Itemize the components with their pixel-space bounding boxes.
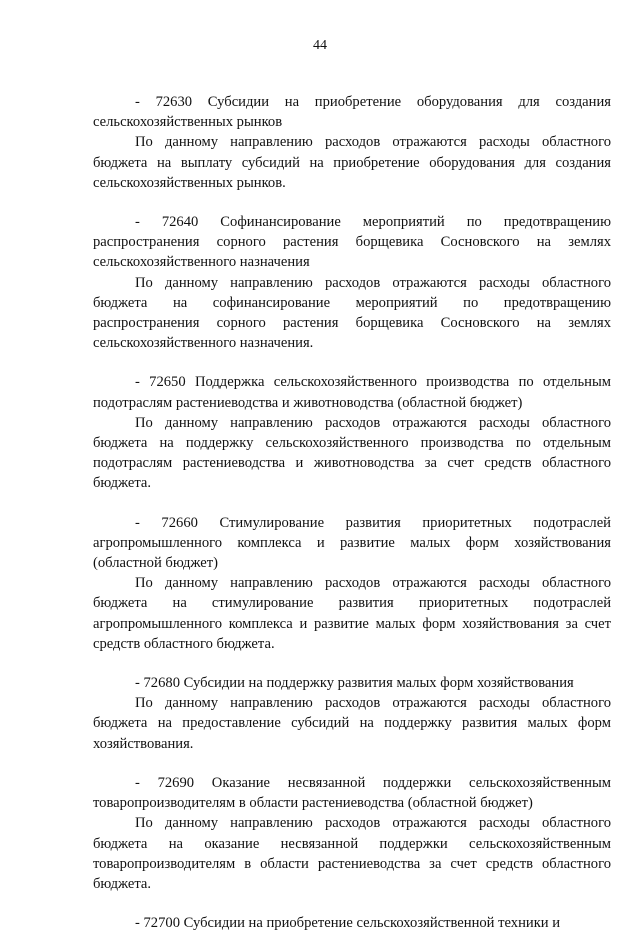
entry-heading: - 72650 Поддержка сельскохозяйственного производства по отдельным подотраслям растениеводства и животноводства (областной бюджет)	[93, 374, 611, 411]
entry-description: По данному направлению расходов отражаются расходы областного бюджета на предоставление субсидий на поддержку развития малых форм хозяйствования.	[93, 695, 611, 752]
budget-entry-72630	[93, 92, 611, 193]
budget-entry-72640	[93, 212, 611, 353]
budget-entry-72700	[93, 913, 611, 933]
entry-heading: - 72690 Оказание несвязанной поддержки сельскохозяйственным товаропроизводителям в области растениеводства (областной бюджет)	[93, 774, 611, 812]
entry-description: По данному направлению расходов отражаются расходы областного бюджета на оказание несвязанной поддержки сельскохозяйственным товаропроизводителям в области растениеводства за счет средств областного бюджета.	[93, 815, 611, 892]
page-number: 44	[313, 38, 327, 53]
budget-entry-72660	[93, 513, 611, 654]
entry-description: По данному направлению расходов отражаются расходы областного бюджета на софинансирование мероприятий по предотвращению распространения сорного растения борщевика Сосновского на землях сельскохозяйственного назначения.	[93, 274, 611, 352]
entry-description: По данному направлению расходов отражаются расходы областного бюджета на выплату субсидий на приобретение оборудования для создания сельскохозяйственных рынков.	[93, 134, 611, 191]
entry-heading: - 72640 Софинансирование мероприятий по предотвращению распространения сорного растения борщевика Сосновского на землях сельскохозяйственного назначения	[93, 214, 611, 271]
budget-entry-72690	[93, 773, 611, 894]
entry-heading: - 72700 Субсидии на приобретение сельскохозяйственной техники и	[135, 915, 561, 932]
entry-heading: - 72630 Субсидии на приобретение оборудования для создания сельскохозяйственных рынков	[93, 94, 611, 131]
budget-entry-72650	[93, 372, 611, 493]
budget-entry-72680	[93, 673, 611, 754]
entry-description: По данному направлению расходов отражаются расходы областного бюджета на поддержку сельскохозяйственного производства по отдельным подотраслям растениеводства и животноводства за счет средств областного бюджета.	[93, 414, 611, 492]
document-body	[93, 92, 611, 952]
entry-heading: - 72660 Стимулирование развития приоритетных подотраслей агропромышленного комплекса и развитие малых форм хозяйствования (областной бюджет)	[93, 514, 611, 572]
entry-description: По данному направлению расходов отражаются расходы областного бюджета на стимулирование развития приоритетных подотраслей агропромышленного комплекса и развитие малых форм хозяйствования за счет средств областного бюджета.	[93, 575, 611, 652]
entry-heading: - 72680 Субсидии на поддержку развития малых форм хозяйствования	[135, 675, 574, 692]
